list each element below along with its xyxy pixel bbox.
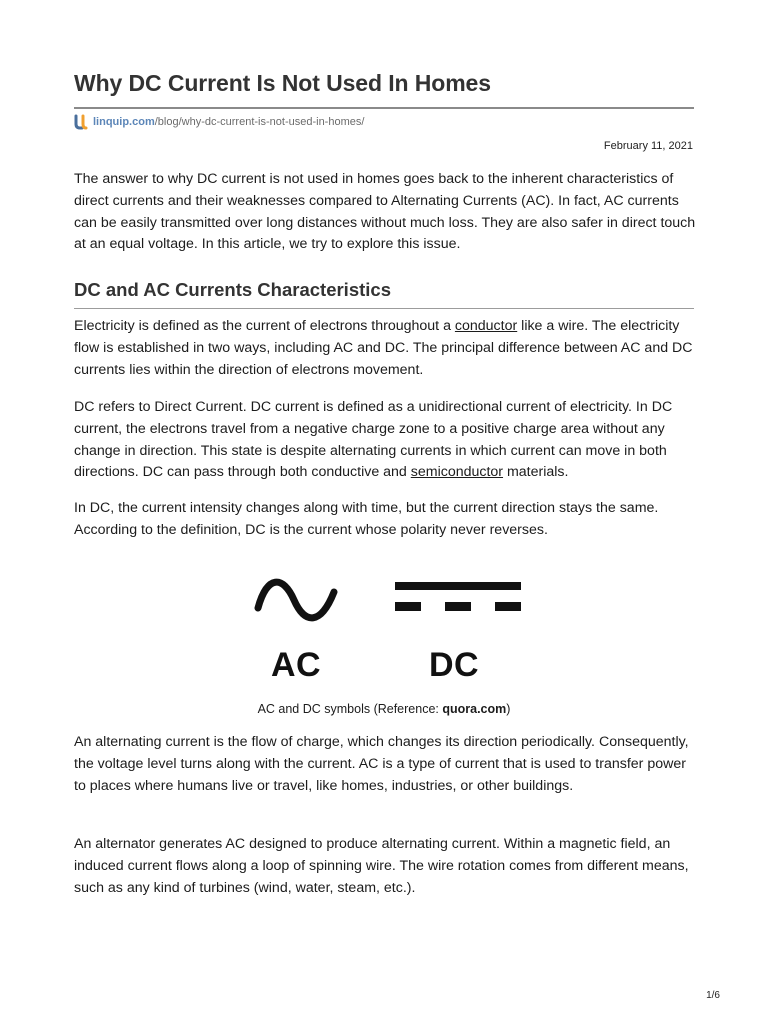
publish-date: February 11, 2021 bbox=[603, 140, 693, 152]
intro-paragraph: The answer to why DC current is not used in homes goes back to the inherent characteristics of direct currents and their weaknesses compared to Alternating Currents (AC). In fact, AC currents can be easily transmitted over long distances without much loss. They are also safer in direct touch at an equal voltage. In this article, we try to explore this issue. bbox=[74, 171, 696, 253]
conductor-link[interactable]: conductor bbox=[454, 318, 518, 334]
dc-line-icon bbox=[393, 580, 523, 616]
figure-caption bbox=[0, 702, 768, 716]
paragraph-text: materials. bbox=[503, 464, 569, 481]
paragraph-alternator: An alternator generates AC designed to produce alternating current. Within a magnetic field, an induced current flows along a loop of spinning wire. The wire rotation comes from different means, such as any kind of turbines (wind, water, steam, etc.). bbox=[74, 836, 689, 896]
ac-sine-icon bbox=[253, 570, 339, 630]
section-divider bbox=[74, 308, 694, 309]
paragraph-text: Electricity is defined as the current of electrons throughout a bbox=[74, 318, 455, 334]
caption-text: AC and DC symbols (Reference: bbox=[257, 702, 443, 716]
paragraph-dc-definition bbox=[74, 397, 698, 484]
ac-label: AC bbox=[271, 646, 322, 684]
caption-reference: quora.com bbox=[442, 702, 507, 716]
source-url-link[interactable] bbox=[93, 116, 364, 128]
paragraph-dc-polarity: In DC, the current intensity changes along with time, but the current direction stays the same. According to the definition, DC is the current whose polarity never reverses. bbox=[74, 500, 659, 538]
source-line bbox=[74, 114, 364, 130]
paragraph-text: DC refers to Direct Current. DC current is defined as a unidirectional current of electricity. In DC current, the electrons travel from a negative charge zone to a positive charge area without any change in direction. This state is despite alternating currents in which current can move in both directions. DC can pass through both conductive and bbox=[74, 399, 673, 481]
paragraph-ac-definition: An alternating current is the flow of charge, which changes its direction periodically. Consequently, the voltage level turns along with the current. AC is a type of current that is used to transfer power to places where humans live or travel, like homes, industries, or other buildings. bbox=[74, 734, 689, 794]
article-title: Why DC Current Is Not Used In Homes bbox=[74, 70, 491, 96]
linquip-logo-icon bbox=[74, 114, 90, 130]
dc-label: DC bbox=[429, 646, 480, 684]
paragraph-text: like a wire. The electricity flow is established in two ways, including AC and DC. The principal difference between AC and DC currents lies within the direction of electrons movement. bbox=[74, 318, 693, 378]
caption-text-end: ) bbox=[506, 702, 511, 716]
title-divider bbox=[74, 107, 694, 109]
page-number: 1/6 bbox=[706, 990, 720, 1001]
source-domain: linquip.com bbox=[93, 116, 155, 128]
paragraph-conductor bbox=[74, 316, 698, 381]
ac-dc-symbols-figure bbox=[245, 560, 535, 695]
semiconductor-link[interactable]: semiconductor bbox=[410, 464, 504, 481]
section-heading: DC and AC Currents Characteristics bbox=[74, 279, 391, 300]
source-path: /blog/why-dc-current-is-not-used-in-homes/ bbox=[154, 116, 365, 128]
